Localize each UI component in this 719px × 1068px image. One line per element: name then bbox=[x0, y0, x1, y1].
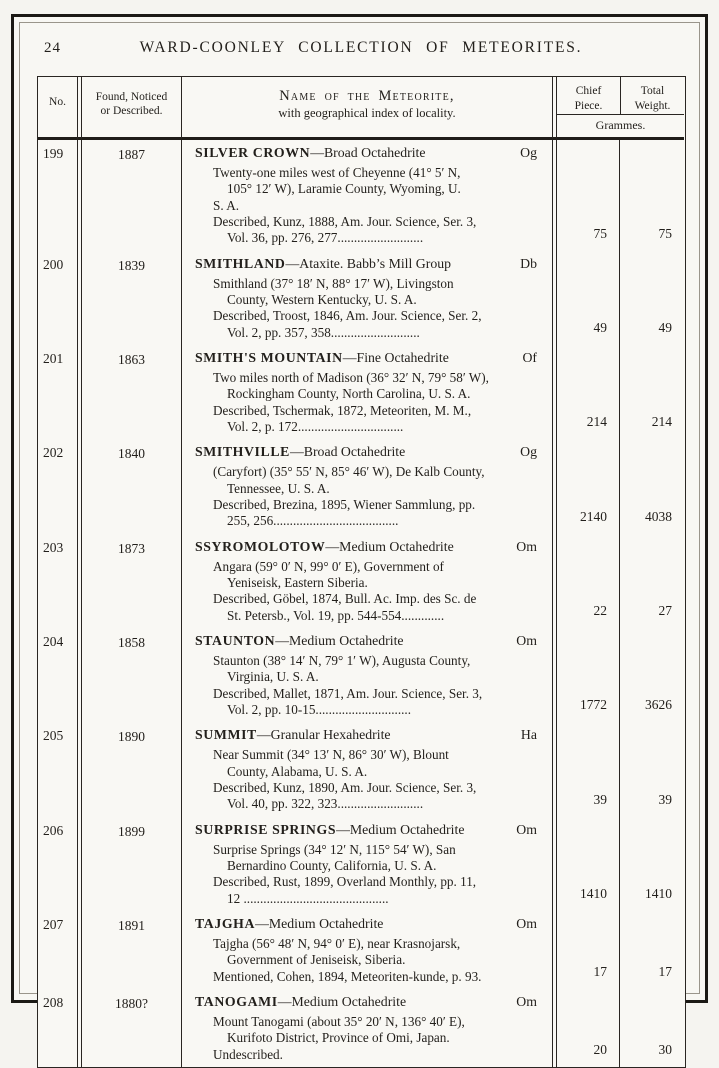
header-chief-line2: Piece. bbox=[574, 99, 603, 112]
reference-line: Described, Tschermak, 1872, Meteoriten, M. M., bbox=[213, 402, 472, 418]
meteorite-type: Ataxite. Babb’s Mill Group bbox=[299, 255, 452, 271]
meteorite-entry bbox=[181, 534, 552, 628]
reference-line: Described, Rust, 1899, Overland Monthly, pp. 11, bbox=[213, 874, 477, 890]
row-number: 201 bbox=[43, 350, 64, 366]
meteorite-class: Om bbox=[516, 821, 537, 837]
row-year: 1887 bbox=[118, 146, 145, 162]
entry-head bbox=[195, 993, 552, 1011]
dash: — bbox=[277, 994, 292, 1010]
total-weight-value: 214 bbox=[619, 345, 684, 439]
meteorite-name: SUMMIT bbox=[195, 727, 257, 743]
reference-line: Described, Troost, 1846, Am. Jour. Science, Ser. 2, bbox=[213, 308, 482, 324]
chief-piece-value: 49 bbox=[593, 319, 607, 335]
meteorite-class: Of bbox=[522, 349, 537, 365]
meteorite-name: SILVER CROWN bbox=[195, 144, 311, 160]
meteorite-type: Broad Octahedrite bbox=[303, 444, 406, 460]
meteorite-entry bbox=[181, 722, 552, 816]
row-number: 207 bbox=[43, 917, 64, 933]
meteorite-class: Og bbox=[520, 144, 537, 160]
row-year: 1873 bbox=[118, 540, 145, 556]
row-year: 1890 bbox=[118, 729, 145, 745]
meteorite-name: TAJGHA bbox=[195, 916, 256, 932]
dash: — bbox=[342, 349, 357, 365]
reference-line: Vol. 2, pp. 357, 358........................... bbox=[227, 324, 420, 340]
total-weight-value: 75 bbox=[619, 140, 684, 251]
header-name-line2: with geographical index of locality. bbox=[278, 106, 456, 121]
header-weight-labels bbox=[557, 77, 684, 114]
dash: — bbox=[255, 916, 269, 932]
meteorite-class: Om bbox=[516, 538, 537, 554]
reference-line: Vol. 2, pp. 10-15............................. bbox=[227, 702, 412, 718]
locality-line: Near Summit (34° 13′ N, 86° 30′ W), Blount bbox=[213, 747, 449, 763]
total-weight-value: 27 bbox=[619, 534, 684, 628]
row-number: 206 bbox=[43, 822, 64, 838]
chief-piece-value: 1410 bbox=[580, 886, 607, 902]
meteorite-class: Db bbox=[520, 255, 537, 271]
row-year: 1858 bbox=[118, 635, 145, 651]
meteorite-name: STAUNTON bbox=[195, 633, 276, 649]
locality-line: S. A. bbox=[213, 197, 240, 213]
row-year: 1891 bbox=[118, 918, 145, 934]
meteorite-type: Medium Octahedrite bbox=[349, 821, 465, 837]
locality-line: Mount Tanogami (about 35° 20′ N, 136° 40′ E), bbox=[213, 1014, 465, 1030]
meteorite-entry bbox=[181, 345, 552, 439]
meteorite-entry bbox=[181, 251, 552, 345]
locality-line: Surprise Springs (34° 12′ N, 115° 54′ W), San bbox=[213, 841, 456, 857]
entry-head bbox=[195, 726, 552, 744]
meteorite-type: Medium Octahedrite bbox=[339, 538, 454, 554]
meteorite-table bbox=[37, 76, 686, 1068]
reference-line: St. Petersb., Vol. 19, pp. 544-554............. bbox=[227, 607, 445, 623]
meteorite-class: Og bbox=[520, 444, 537, 460]
page-header bbox=[38, 37, 684, 61]
meteorite-name: SURPRISE SPRINGS bbox=[195, 821, 337, 837]
locality-line: Government of Jeniseisk, Siberia. bbox=[227, 952, 406, 968]
total-weight-value: 1410 bbox=[619, 817, 684, 911]
header-name bbox=[181, 77, 552, 140]
locality-line: Tennessee, U. S. A. bbox=[227, 480, 330, 496]
chief-piece-value: 22 bbox=[593, 603, 607, 619]
reference-line: Vol. 40, pp. 322, 323.......................... bbox=[227, 796, 424, 812]
reference-line: 12 ............................................ bbox=[227, 890, 389, 906]
row-year: 1899 bbox=[118, 823, 145, 839]
locality-line: Twenty-one miles west of Cheyenne (41° 5′ N, bbox=[213, 164, 461, 180]
row-number: 208 bbox=[43, 995, 64, 1011]
meteorite-name: SSYROMOLOTOW bbox=[195, 538, 326, 554]
meteorite-class: Om bbox=[516, 916, 537, 932]
reference-line: Described, Kunz, 1890, Am. Jour. Science, Ser. 3, bbox=[213, 780, 477, 796]
meteorite-entry bbox=[181, 140, 552, 251]
total-weight-value: 17 bbox=[619, 911, 684, 989]
row-number: 200 bbox=[43, 256, 64, 272]
meteorite-entry bbox=[181, 989, 552, 1067]
row-year: 1840 bbox=[118, 446, 145, 462]
page-title: WARD-COONLEY COLLECTION OF METEORITES. bbox=[139, 39, 583, 56]
meteorite-name: SMITH'S MOUNTAIN bbox=[195, 349, 343, 365]
dash: — bbox=[325, 538, 340, 554]
entry-head bbox=[195, 538, 552, 556]
reference-line: 255, 256...................................... bbox=[227, 513, 399, 529]
row-year: 1863 bbox=[118, 351, 145, 367]
locality-line: Yeniseisk, Eastern Siberia. bbox=[227, 574, 368, 590]
chief-piece-value: 2140 bbox=[580, 508, 607, 524]
entry-head bbox=[195, 255, 552, 273]
entry-head bbox=[195, 632, 552, 650]
locality-line: Kurifoto District, Province of Omi, Japan. bbox=[227, 1030, 450, 1046]
header-no: No. bbox=[38, 77, 77, 140]
locality-line: Virginia, U. S. A. bbox=[227, 669, 319, 685]
header-unit-grammes: Grammes. bbox=[557, 114, 684, 137]
dash: — bbox=[285, 255, 300, 271]
total-weight-value: 3626 bbox=[619, 628, 684, 722]
meteorite-name: SMITHVILLE bbox=[195, 444, 290, 460]
header-total-line1: Total bbox=[640, 85, 665, 97]
meteorite-name: TANOGAMI bbox=[195, 994, 278, 1010]
reference-line: Described, Mallet, 1871, Am. Jour. Science, Ser. 3, bbox=[213, 685, 483, 701]
row-year: 1839 bbox=[118, 257, 145, 273]
header-found-line1: Found, Noticed bbox=[95, 91, 168, 103]
row-number: 205 bbox=[43, 728, 64, 744]
reference-line: Described, Göbel, 1874, Bull. Ac. Imp. des Sc. de bbox=[213, 591, 477, 607]
meteorite-type: Broad Octahedrite bbox=[323, 144, 426, 160]
meteorite-type: Granular Hexahedrite bbox=[270, 727, 391, 743]
row-number: 203 bbox=[43, 539, 64, 555]
entry-head bbox=[195, 443, 552, 461]
entry-head bbox=[195, 349, 552, 367]
dash: — bbox=[336, 821, 350, 837]
row-year: 1880? bbox=[115, 996, 148, 1012]
meteorite-type: Medium Octahedrite bbox=[291, 994, 407, 1010]
meteorite-class: Ha bbox=[520, 727, 537, 743]
meteorite-name: SMITHLAND bbox=[195, 255, 286, 271]
meteorite-entry bbox=[181, 628, 552, 722]
header-total-line2: Weight. bbox=[634, 99, 671, 112]
reference-line: Vol. 36, pp. 276, 277.......................... bbox=[227, 230, 424, 246]
chief-piece-value: 39 bbox=[593, 791, 607, 807]
locality-line: Staunton (38° 14′ N, 79° 1′ W), Augusta County, bbox=[213, 652, 471, 668]
chief-piece-value: 214 bbox=[586, 414, 607, 430]
header-found-line2: or Described. bbox=[100, 105, 163, 118]
dash: — bbox=[310, 144, 324, 160]
meteorite-type: Fine Octahedrite bbox=[356, 349, 449, 365]
header-found bbox=[82, 77, 181, 140]
dash: — bbox=[289, 444, 304, 460]
chief-piece-value: 20 bbox=[593, 1042, 607, 1058]
reference-line: Described, Kunz, 1888, Am. Jour. Science, Ser. 3, bbox=[213, 213, 477, 229]
reference-line: Undescribed. bbox=[213, 1046, 283, 1062]
entry-head bbox=[195, 144, 552, 162]
row-number: 202 bbox=[43, 445, 64, 461]
locality-line: Rockingham County, North Carolina, U. S. A. bbox=[227, 386, 471, 402]
locality-line: County, Western Kentucky, U. S. A. bbox=[227, 291, 417, 307]
locality-line: Two miles north of Madison (36° 32′ N, 79° 58′ W), bbox=[213, 369, 489, 385]
row-number: 204 bbox=[43, 634, 64, 650]
total-weight-value: 4038 bbox=[619, 439, 684, 533]
reference-line: Described, Brezina, 1895, Wiener Sammlung, pp. bbox=[213, 496, 476, 512]
meteorite-type: Medium Octahedrite bbox=[268, 916, 384, 932]
total-weight-value: 30 bbox=[619, 989, 684, 1067]
chief-piece-value: 75 bbox=[593, 225, 607, 241]
locality-line: Smithland (37° 18′ N, 88° 17′ W), Livingston bbox=[213, 275, 454, 291]
header-name-line1: Name of the Meteorite, bbox=[279, 88, 455, 104]
dash: — bbox=[256, 727, 271, 743]
meteorite-entry bbox=[181, 817, 552, 911]
meteorite-type: Medium Octahedrite bbox=[289, 633, 404, 649]
meteorite-class: Om bbox=[516, 994, 537, 1010]
locality-line: 105° 12′ W), Laramie County, Wyoming, U. bbox=[227, 181, 461, 197]
locality-line: Tajgha (56° 48′ N, 94° 0′ E), near Krasnojarsk, bbox=[213, 936, 461, 952]
locality-line: Bernardino County, California, U. S. A. bbox=[227, 858, 437, 874]
chief-piece-value: 1772 bbox=[580, 697, 607, 713]
locality-line: (Caryfort) (35° 55′ N, 85° 46′ W), De Kalb County, bbox=[213, 464, 485, 480]
meteorite-entry bbox=[181, 911, 552, 989]
entry-head bbox=[195, 821, 552, 839]
dash: — bbox=[275, 633, 289, 649]
header-chief-piece bbox=[557, 77, 621, 114]
header-chief-line1: Chief bbox=[575, 85, 602, 97]
locality-line: County, Alabama, U. S. A. bbox=[227, 763, 368, 779]
row-number: 199 bbox=[43, 145, 64, 161]
header-weights bbox=[557, 77, 684, 140]
reference-line: Mentioned, Cohen, 1894, Meteoriten-kunde, p. 93. bbox=[213, 968, 482, 984]
header-total-weight bbox=[621, 77, 684, 114]
chief-piece-value: 17 bbox=[593, 964, 607, 980]
entry-head bbox=[195, 915, 552, 933]
locality-line: Angara (59° 0′ N, 99° 0′ E), Government of bbox=[213, 558, 444, 574]
meteorite-class: Om bbox=[516, 633, 537, 649]
reference-line: Vol. 2, p. 172................................ bbox=[227, 418, 404, 434]
total-weight-value: 39 bbox=[619, 722, 684, 816]
page-number: 24 bbox=[44, 40, 61, 56]
total-weight-value: 49 bbox=[619, 251, 684, 345]
meteorite-entry bbox=[181, 439, 552, 533]
